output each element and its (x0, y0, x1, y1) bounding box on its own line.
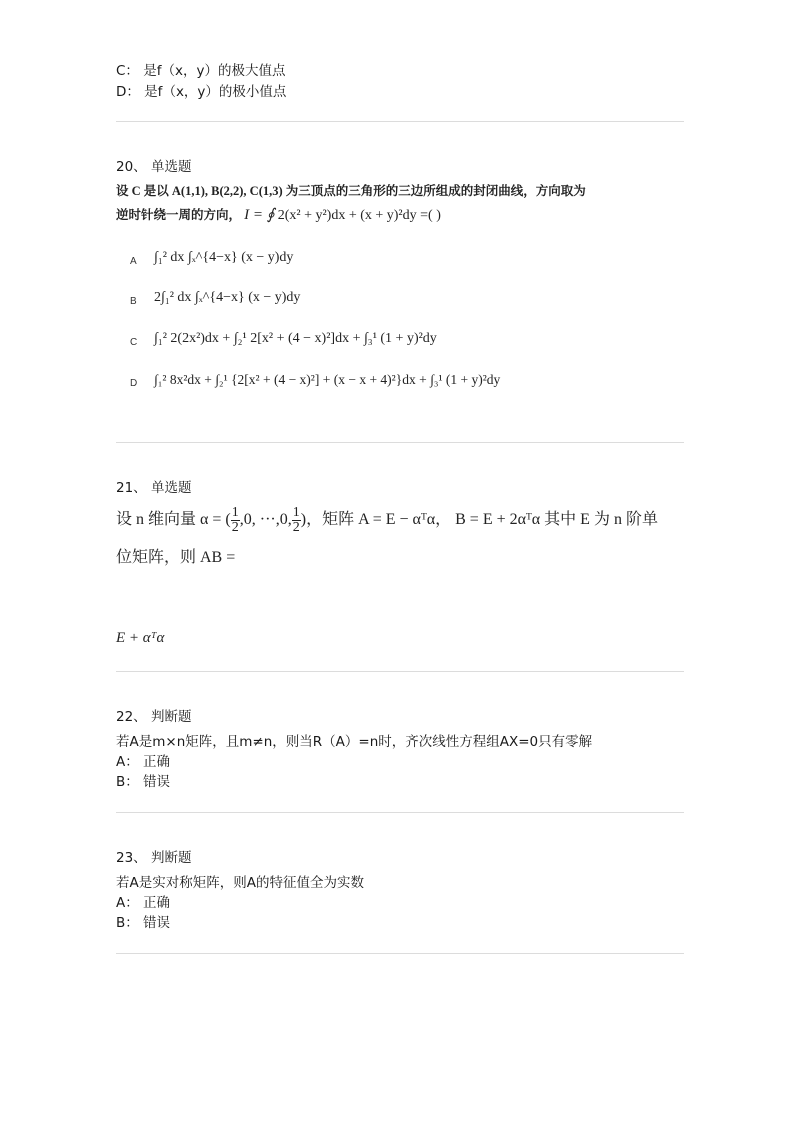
q20-option-b-expr: 2∫₁² dx ∫ₓ^{4−x} (x − y)dy (154, 290, 301, 305)
q20-stem-line2-text: 逆时针绕一周的方向， (116, 208, 242, 222)
divider (116, 442, 684, 443)
q21-stem-line1 (116, 506, 658, 535)
q21-header: 21、 单选题 (116, 480, 192, 496)
q20-option-a-expr: ∫₁² dx ∫ₓ^{4−x} (x − y)dy (154, 250, 294, 265)
q23-option-b[interactable]: B： 错误 (116, 915, 171, 931)
q22-option-b[interactable]: B： 错误 (116, 774, 171, 790)
q22-stem: 若A是m×n矩阵，且m≠n，则当R（A）=n时，齐次线性方程组AX=0只有零解 (116, 734, 593, 750)
q22-header: 22、 判断题 (116, 709, 192, 725)
q21-fraction-1 (231, 506, 240, 535)
divider (116, 953, 684, 954)
q21-stem-b: )，矩阵 A = E − αᵀα， B = E + 2αᵀα 其中 E 为 n 阶单 (300, 511, 658, 529)
q20-option-d-expr: ∫₁² 8x²dx + ∫₂¹ {2[x² + (4 − x)²] + (x − x + 4)²}dx + ∫₃¹ (1 + y)²dy (154, 372, 501, 387)
q20-option-c-expr: ∫₁² 2(2x²)dx + ∫₂¹ 2[x² + (4 − x)²]dx + ∫₃¹ (1 + y)²dy (154, 331, 437, 346)
q21-fraction-2 (292, 506, 301, 535)
q20-option-b-letter: B (130, 296, 137, 307)
q21-answer[interactable]: E + αᵀα (116, 630, 165, 646)
divider (116, 121, 684, 122)
q21-stem-a: 设 n 维向量 α = ( (116, 511, 231, 529)
q21-stem-mid: ,0, ···,0, (239, 511, 292, 529)
q20-integrand: 2(x² + y²)dx + (x + y)²dy =( ) (277, 208, 441, 223)
q20-option-d-letter: D (130, 378, 138, 389)
q20-header: 20、 单选题 (116, 159, 192, 175)
q20-contour-integral: I = ∮ (244, 207, 275, 223)
fraction-denominator: 2 (231, 520, 239, 535)
fraction-denominator: 2 (292, 520, 300, 535)
q23-header: 23、 判断题 (116, 850, 192, 866)
q20-stem-line1: 设 C 是以 A(1,1), B(2,2), C(1,3) 为三顶点的三角形的三边所组成的封闭曲线，方向取为 (116, 184, 586, 198)
q20-option-c-letter: C (130, 337, 138, 348)
q21-stem-line2: 位矩阵，则 AB = (116, 549, 236, 566)
q19-option-c[interactable]: C： 是f（x，y）的极大值点 (116, 63, 286, 79)
fraction-numerator: 1 (231, 505, 239, 520)
q23-option-a[interactable]: A： 正确 (116, 895, 171, 911)
q20-option-a-letter: A (130, 256, 137, 267)
q20-stem-line2 (116, 204, 441, 227)
divider (116, 812, 684, 813)
q22-option-a[interactable]: A： 正确 (116, 754, 171, 770)
fraction-numerator: 1 (292, 505, 300, 520)
divider (116, 671, 684, 672)
q23-stem: 若A是实对称矩阵，则A的特征值全为实数 (116, 875, 364, 891)
q19-option-d[interactable]: D： 是f（x，y）的极小值点 (116, 84, 287, 100)
